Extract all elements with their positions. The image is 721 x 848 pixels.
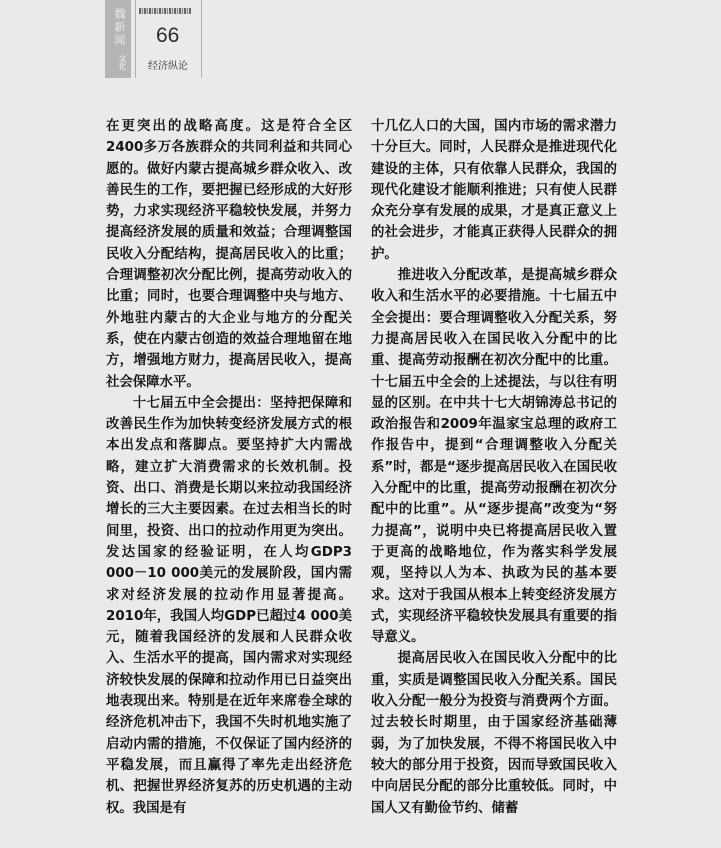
page-number: 66 xyxy=(156,24,180,47)
magazine-title: 魏新闻 xyxy=(113,8,126,47)
right-column xyxy=(371,116,617,819)
paragraph: 十几亿人口的大国，国内市场的需求潜力十分巨大。同时，人民群众是推进现代化建设的主体，只有依靠人民群众，我国的现代化建设才能顺利推进；只有使人民群众充分享有发展的成果，才是真正意义上的社会进步，才能真正获得人民群众的拥护。 xyxy=(371,119,617,262)
magazine-subtitle: 文化 xyxy=(118,54,127,70)
paragraph: 在更突出的战略高度。这是符合全区2400多万各族群众的共同利益和共同心愿的。做好内蒙古提高城乡群众收入、改善民生的工作，要把握已经形成的大好形势，力求实现经济平稳较快发展，并努力提高经济发展的质量和效益；合理调整国民收入分配结构，提高居民收入的比重；合理调整初次分配比例，提高劳动收入的比重；同时，也要合理调整中央与地方、外地驻内蒙古的大企业与地方的分配关系，使在内蒙古创造的效益合理地留在地方，增强地方财力，提高居民收入，提高社会保障水平。 xyxy=(106,119,352,390)
left-column xyxy=(106,116,352,819)
header-divider-right xyxy=(201,0,202,78)
section-title: 经济纵论 xyxy=(148,61,188,72)
paragraph: 推进收入分配改革，是提高城乡群众收入和生活水平的必要措施。十七届五中全会提出：要合理调整收入分配关系，努力提高居民收入在国民收入分配中的比重、提高劳动报酬在初次分配中的比重。十七届五中全会的上述提法，与以往有明显的区别。在中共十七大胡锦涛总书记的政治报告和2009年温家宝总理的政府工作报告中，提到“合理调整收入分配关系”时，都是“逐步提高居民收入在国民收入分配中的比重，提高劳动报酬在初次分配中的比重”。从“逐步提高”改变为“努力提高”，说明中央已将提高居民收入置于更高的战略地位，作为落实科学发展观，坚持以人为本、执政为民的基本要求。这对于我国从根本上转变经济发展方式，实现经济平稳较快发展具有重要的指导意义。 xyxy=(371,268,617,646)
header-logo-bar xyxy=(139,8,191,14)
header-divider-left xyxy=(135,0,136,78)
header-side-strip xyxy=(105,0,131,78)
paragraph: 提高居民收入在国民收入分配中的比重，实质是调整国民收入分配关系。国民收入分配一般分为投资与消费两个方面。过去较长时期里，由于国家经济基础薄弱，为了加快发展，不得不将国民收入中较大的部分用于投资，因而导致国民收入中向居民分配的部分比重较低。同时，中国人又有勤俭节约、储蓄 xyxy=(371,651,617,816)
paragraph: 十七届五中全会提出：坚持把保障和改善民生作为加快转变经济发展方式的根本出发点和落脚点。要坚持扩大内需战略，建立扩大消费需求的长效机制。投资、出口、消费是长期以来拉动我国经济增长的三大主要因素。在过去相当长的时间里，投资、出口的拉动作用更为突出。发达国家的经验证明，在人均GDP3 000－10 000美元的发展阶段，国内需求对经济发展的拉动作用显著提高。2010年，我国人均GDP已超过4 000美元，随着我国经济的发展和人民群众收入、生活水平的提高，国内需求对实现经济较快发展的保障和拉动作用已日益突出地表现出来。特别是在近年来席卷全球的经济危机冲击下，我国不失时机地实施了启动内需的措施，不仅保证了国内经济的平稳发展，而且赢得了率先走出经济危机、把握世界经济复苏的历史机遇的主动权。我国是有 xyxy=(106,395,352,816)
